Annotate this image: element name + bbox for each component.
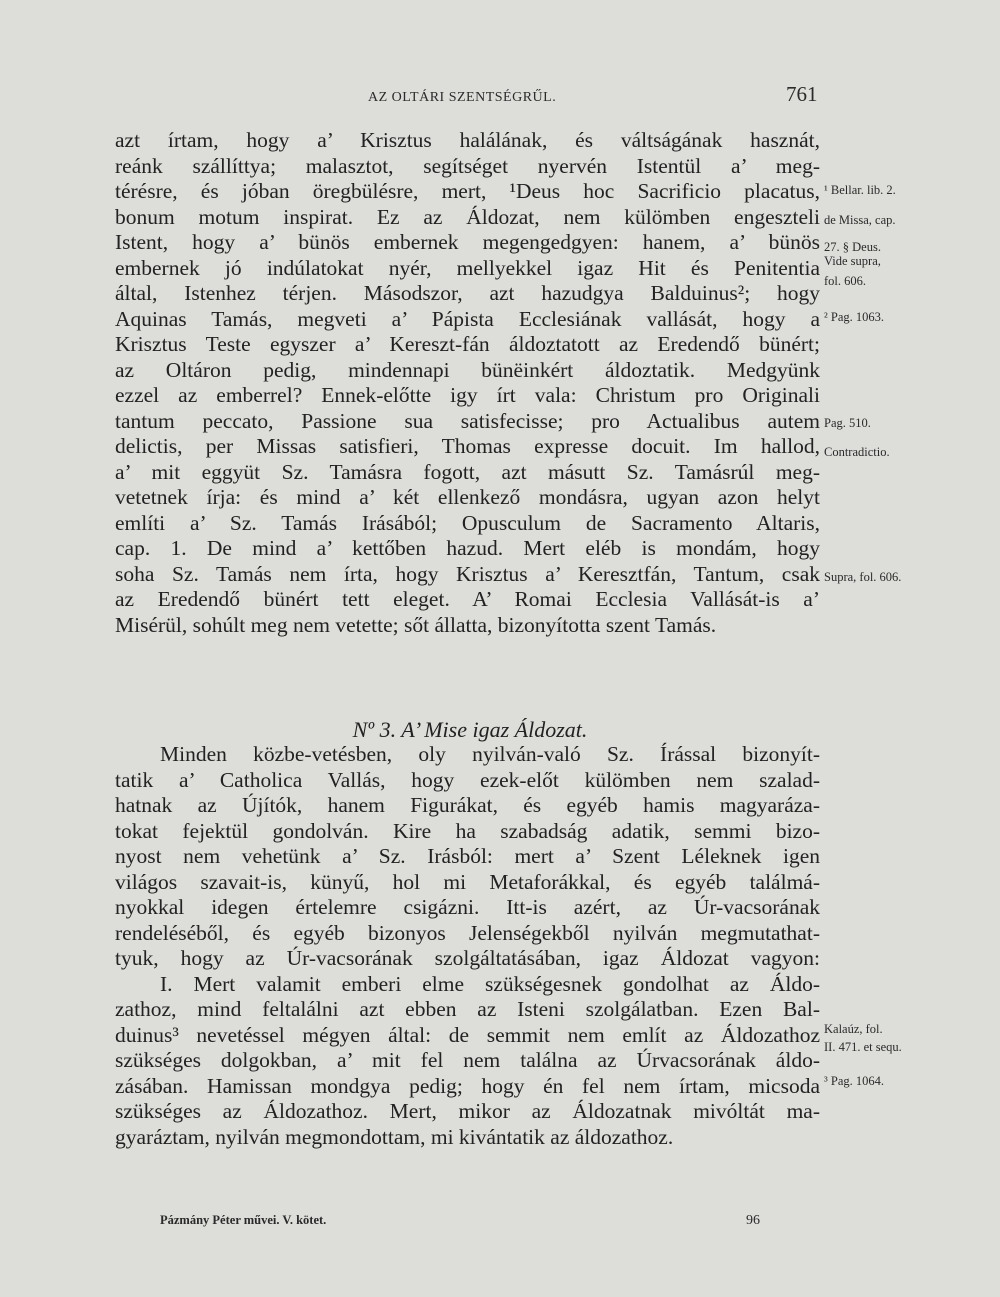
footer-work-title: Pázmány Péter művei. V. kötet.: [160, 1213, 327, 1227]
page-number: 761: [786, 82, 818, 106]
text-line: duinus³ nevetéssel mégyen által: de semmit nem említ az Áldozathoz: [115, 1022, 820, 1047]
margin-note: Pag. 510.: [824, 416, 871, 430]
text-line: említi a’ Sz. Tamás Irásából; Opusculum de Sacramento Altaris,: [115, 510, 820, 535]
text-line: I. Mert valamit emberi elme szükségesnek gondolhat az Áldo-: [160, 971, 820, 996]
signature-mark: 96: [746, 1213, 760, 1228]
text-line: tatik a’ Catholica Vallás, hogy ezek-előt külömben nem szalad-: [115, 767, 820, 792]
margin-note: ³ Pag. 1064.: [824, 1074, 884, 1088]
text-line: Aquinas Tamás, megveti a’ Pápista Ecclesiának vallását, hogy a: [115, 306, 820, 331]
text-line: térésre, és jóban öregbülésre, mert, ¹Deus hoc Sacrificio placatus,: [115, 179, 820, 203]
text-line: tantum peccato, Passione sua satisfecisse; pro Actualibus autem: [115, 408, 820, 433]
margin-note: 27. § Deus.: [824, 240, 881, 254]
section-heading: Nº 3. A’ Mise igaz Áldozat.: [352, 717, 588, 742]
margin-note: de Missa, cap.: [824, 213, 896, 227]
text-line: Krisztus Teste egyszer a’ Kereszt-fán áldoztatott az Eredendő bünért;: [115, 332, 820, 356]
text-line: ezzel az emberrel? Ennek-előtte igy írt vala: Christum pro Originali: [115, 383, 820, 407]
text-line: bonum motum inspirat. Ez az Áldozat, nem külömben engeszteli: [115, 204, 820, 229]
text-line: zásában. Hamissan mondgya pedig; hogy én fel nem írtam, micsoda: [115, 1073, 820, 1098]
text-line: Minden közbe-vetésben, oly nyilván-való Sz. Írással bizonyít-: [160, 742, 820, 766]
text-line: zathoz, mind feltalálni azt ebben az Isteni szolgálatban. Ezen Bal-: [115, 997, 820, 1021]
text-line: Istent, hogy a’ bünös embernek megengedgyen: hanem, a’ bünös: [115, 230, 820, 254]
running-header: AZ OLTÁRI SZENTSÉGRŰL.: [368, 90, 557, 105]
text-line: az Oltáron pedig, mindennapi bünëinkért áldoztatik. Medgyünk: [115, 357, 820, 382]
text-line: nyost nem vehetünk a’ Sz. Irásból: mert a’ Szent Léleknek igen: [115, 844, 820, 868]
margin-note: Supra, fol. 606.: [824, 570, 902, 584]
text-line: hatnak az Újítók, hanem Figurákat, és egyéb hamis magyaráza-: [115, 793, 820, 817]
text-line: nyokkal idegen értelemre csigázni. Itt-is azért, az Úr-vacsorának: [115, 895, 820, 919]
text-line: azt írtam, hogy a’ Krisztus halálának, és váltságának hasznát,: [115, 128, 820, 152]
paragraph-1: [115, 128, 820, 638]
margin-note: II. 471. et sequ.: [824, 1040, 902, 1054]
margin-note: ² Pag. 1063.: [824, 310, 884, 324]
text-line: tokat fejektül gondolván. Kire ha szabadság adatik, semmi bizo-: [115, 818, 820, 843]
text-line: világos szavait-is, künyű, hol mi Metaforákkal, és egyéb találmá-: [115, 869, 820, 894]
margin-note: Contradictio.: [824, 445, 890, 459]
text-line: cap. 1. De mind a’ kettőben hazud. Mert eléb is mondám, hogy: [115, 536, 820, 560]
text-line: a’ mit eggyüt Sz. Tamásra fogott, azt másutt Sz. Tamásrúl meg-: [115, 459, 820, 484]
text-line: az Eredendő bünért tett eleget. A’ Romai Ecclesia Vallását-is a’: [115, 587, 820, 611]
text-line: szükséges dolgokban, a’ mit fel nem találna az Úrvacsorának áldo-: [115, 1048, 820, 1072]
text-line: delictis, per Missas satisfieri, Thomas expresse docuit. Im hallod,: [115, 434, 820, 458]
text-line: vetetnek írja: és mind a’ két ellenkező mondásra, ugyan azon helyt: [115, 485, 820, 509]
margin-note: fol. 606.: [824, 274, 867, 288]
text-line: Misérül, sohúlt meg nem vetette; sőt állatta, bizonyította szent Tamás.: [115, 612, 717, 637]
text-line: rendeléséből, és egyéb bizonyos Jelenségekből nyilván megmutathat-: [115, 920, 820, 945]
text-line: szükséges az Áldozathoz. Mert, mikor az Áldozatnak mivóltát ma-: [115, 1099, 820, 1123]
margin-note: ¹ Bellar. lib. 2.: [824, 183, 896, 197]
text-line: gyaráztam, nyilván megmondottam, mi kivántatik az áldozathoz.: [115, 1124, 674, 1149]
margin-note: Kalaúz, fol.: [824, 1022, 883, 1036]
text-line: által, Istenhez térjen. Másodszor, azt hazudgya Balduinus²; hogy: [115, 281, 820, 305]
text-line: embernek jó indúlatokat nyér, mellyekkel igaz Hit és Penitentia: [115, 255, 820, 280]
paragraph-2: [115, 742, 820, 1150]
text-line: soha Sz. Tamás nem írta, hogy Krisztus a’ Keresztfán, Tantum, csak: [115, 561, 820, 586]
text-line: reánk szállíttya; malasztot, segítséget nyervén Istentül a’ meg-: [115, 153, 820, 178]
text-line: tyuk, hogy az Úr-vacsorának szolgáltatásában, igaz Áldozat vagyon:: [115, 946, 820, 970]
margin-note: Vide supra,: [824, 254, 881, 268]
